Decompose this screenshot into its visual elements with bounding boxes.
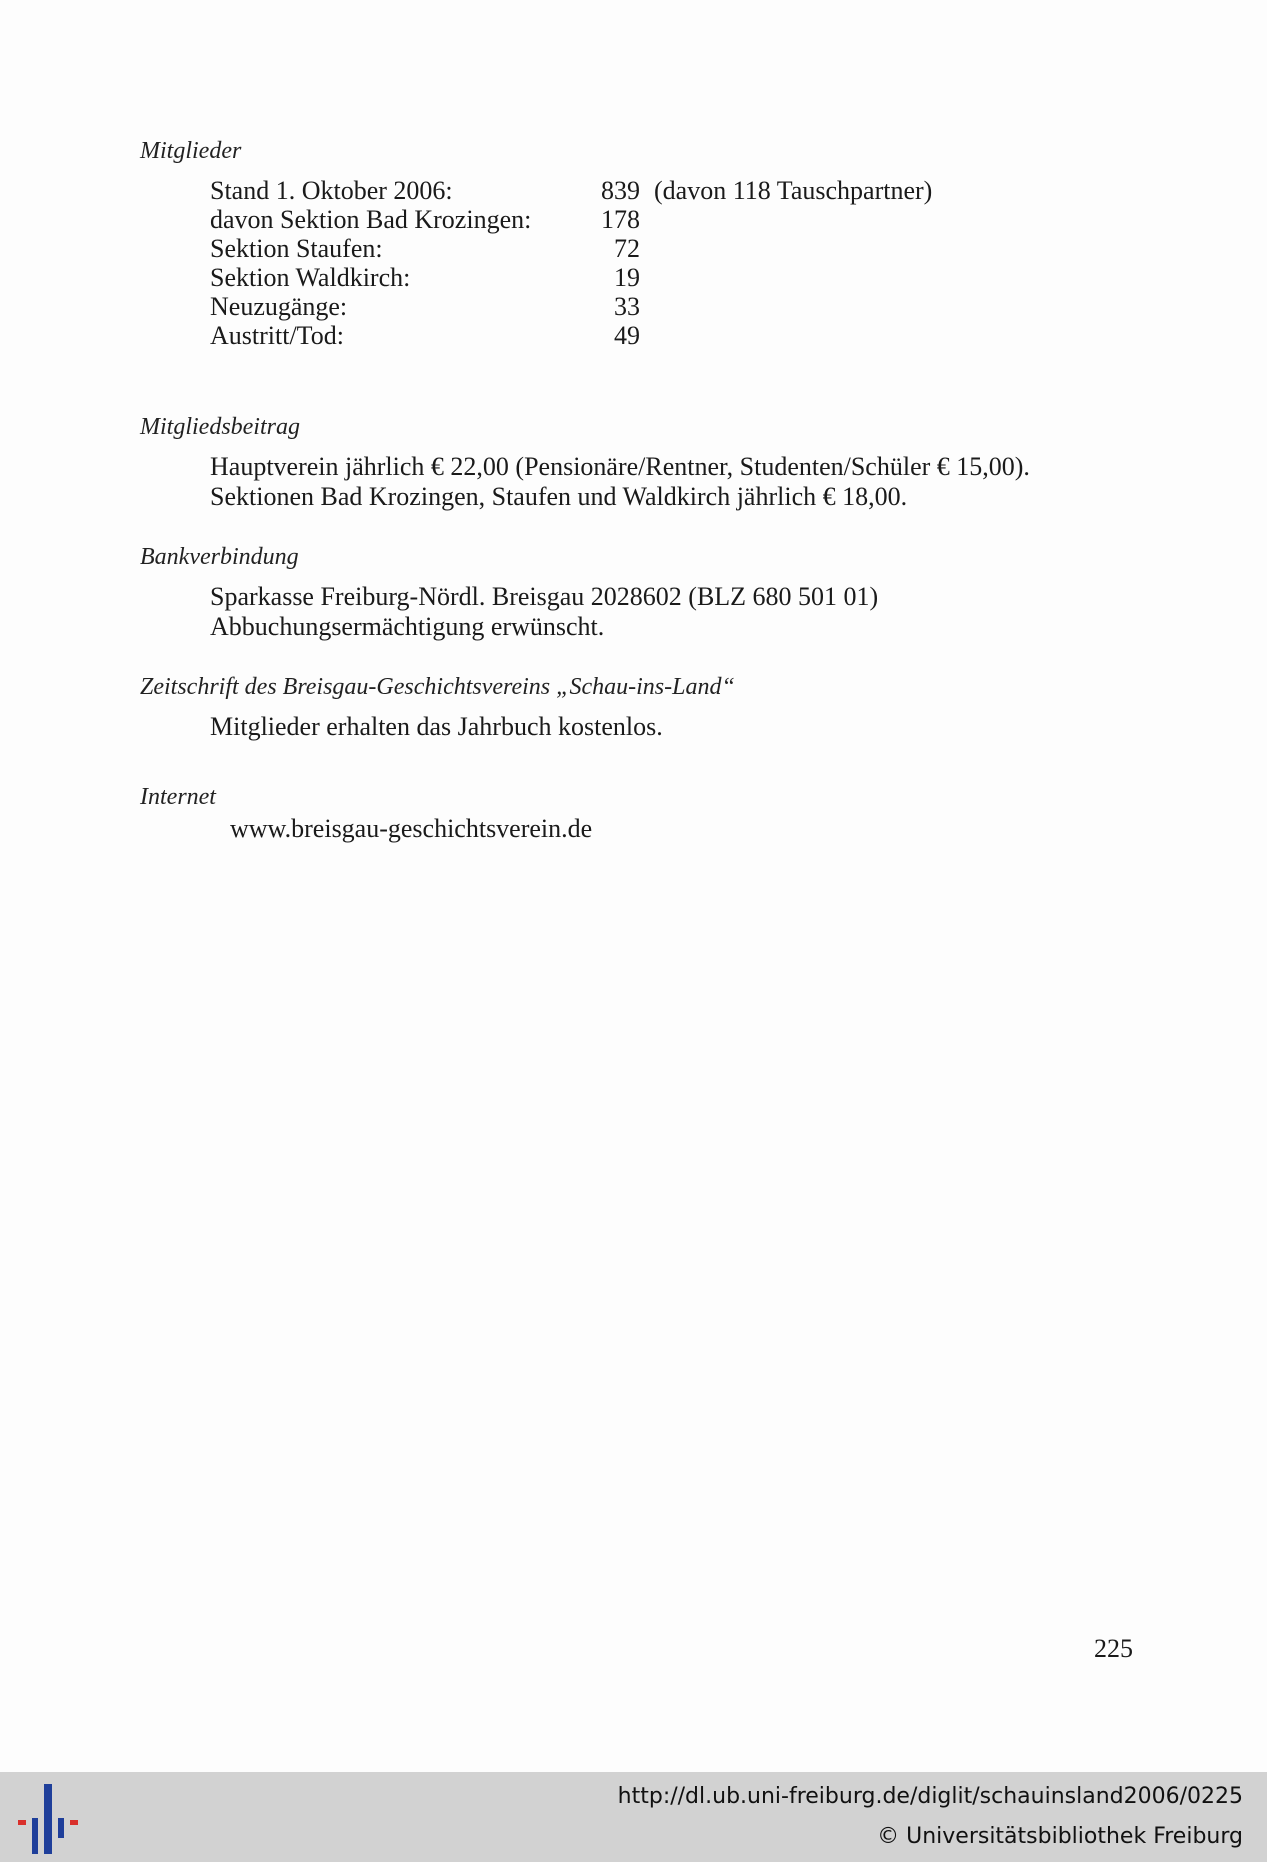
footer-copyright: © Universitätsbibliothek Freiburg [877, 1824, 1243, 1849]
heading-mitgliedsbeitrag: Mitgliedsbeitrag [140, 414, 300, 440]
member-row [210, 205, 970, 235]
member-row [210, 263, 970, 293]
member-row-label: Stand 1. Oktober 2006: [210, 176, 453, 205]
beitrag-line: Hauptverein jährlich € 22,00 (Pensionäre/Rentner, Studenten/Schüler € 15,00). [210, 452, 1030, 481]
member-row [210, 176, 970, 206]
member-row-label: Sektion Staufen: [210, 234, 383, 263]
footer-url-link[interactable]: http://dl.ub.uni-freiburg.de/diglit/schauinsland2006/0225 [617, 1784, 1243, 1809]
member-row-note: (davon 118 Tauschpartner) [654, 176, 933, 205]
page-number: 225 [1094, 1634, 1133, 1663]
member-row-value: 178 [601, 205, 640, 234]
member-row-label: Sektion Waldkirch: [210, 263, 411, 292]
member-row-value: 33 [614, 292, 640, 321]
heading-mitglieder: Mitglieder [140, 138, 242, 164]
bank-line: Abbuchungsermächtigung erwünscht. [210, 612, 605, 641]
member-row-label: Neuzugänge: [210, 292, 348, 321]
bank-line: Sparkasse Freiburg-Nördl. Breisgau 2028602 (BLZ 680 501 01) [210, 582, 879, 611]
member-row [210, 321, 970, 351]
member-row-value: 49 [614, 321, 640, 350]
member-row-label: Austritt/Tod: [210, 321, 344, 350]
member-row-value: 839 [601, 176, 640, 205]
member-row-label: davon Sektion Bad Krozingen: [210, 205, 532, 234]
member-row-value: 19 [614, 263, 640, 292]
internet-url: www.breisgau-geschichtsverein.de [230, 814, 593, 843]
heading-zeitschrift: Zeitschrift des Breisgau-Geschichtsvereins „Schau-ins-Land“ [140, 674, 735, 700]
zeitschrift-line: Mitglieder erhalten das Jahrbuch kostenlos. [210, 712, 663, 741]
heading-internet: Internet [140, 784, 216, 810]
heading-bankverbindung: Bankverbindung [140, 544, 299, 570]
member-row-value: 72 [614, 234, 640, 263]
beitrag-line: Sektionen Bad Krozingen, Staufen und Waldkirch jährlich € 18,00. [210, 482, 908, 511]
footer-band [0, 1772, 1267, 1862]
ub-freiburg-logo-icon [16, 1778, 82, 1856]
member-row [210, 292, 970, 322]
member-row [210, 234, 970, 264]
